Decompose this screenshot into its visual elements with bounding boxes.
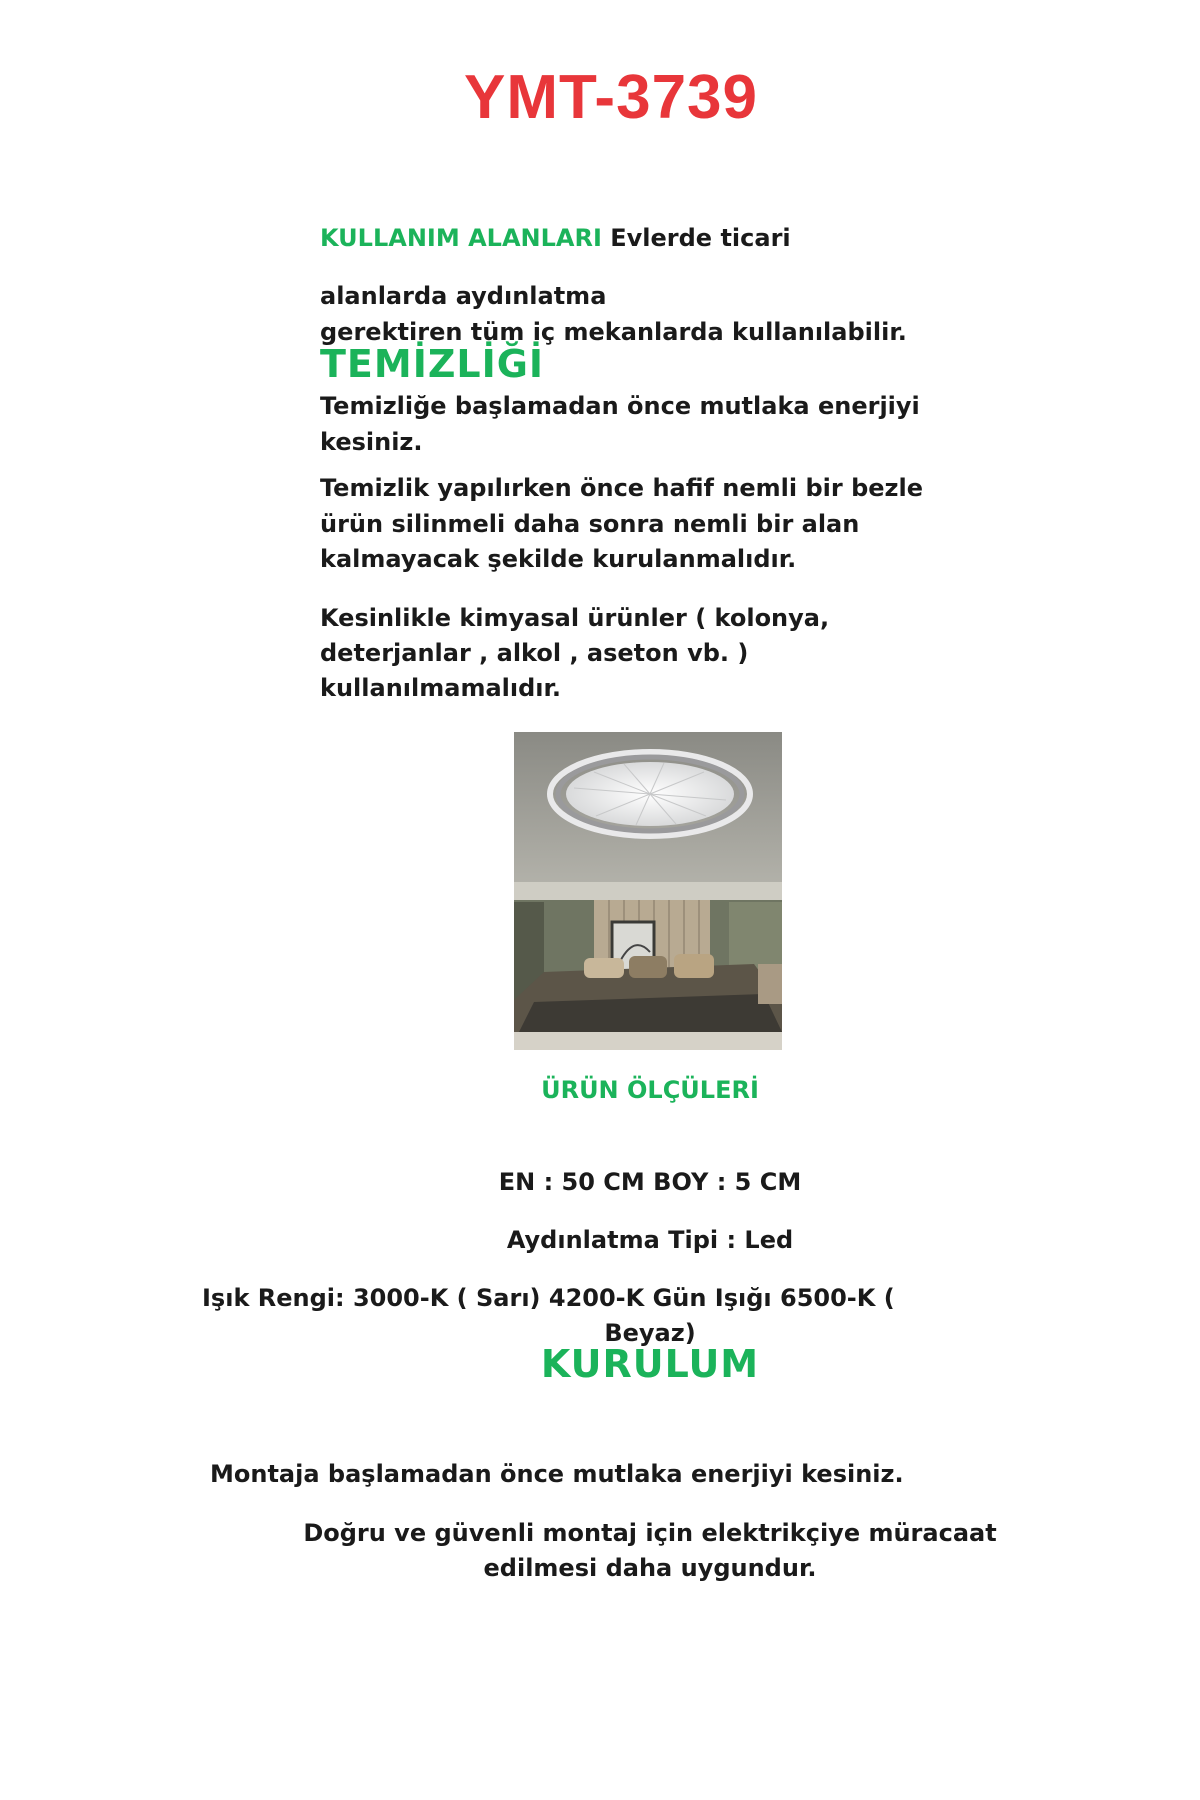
installation-p2-line-1: Doğru ve güvenli montaj için elektrikçiye müracaat (303, 1519, 997, 1547)
cleaning-p2-line-3: kalmayacak şekilde kurulanmalıdır. (320, 545, 797, 573)
cleaning-p3-line-3: kullanılmamalıdır. (320, 674, 562, 702)
cleaning-p3-line-1: Kesinlikle kimyasal ürünler ( kolonya, (320, 604, 830, 632)
light-color-line-1: Işık Rengi: 3000-K ( Sarı) 4200-K Gün Işığı 6500-K ( (202, 1284, 895, 1312)
cleaning-p1-line-2: kesiniz. (320, 428, 423, 456)
installation-p2-line-2: edilmesi daha uygundur. (483, 1554, 817, 1582)
usage-heading: KULLANIM ALANLARI (320, 224, 602, 252)
cleaning-p2-line-2: ürün silinmeli daha sonra nemli bir alan (320, 510, 860, 538)
product-photo (514, 732, 782, 1050)
dimensions-size: EN : 50 CM BOY : 5 CM (498, 1168, 802, 1196)
usage-line-2: alanlarda aydınlatma (320, 282, 607, 310)
installation-p1: Montaja başlamadan önce mutlaka enerjiyi kesiniz. (210, 1460, 904, 1488)
lighting-type: Aydınlatma Tipi : Led (506, 1226, 794, 1254)
usage-first-line (320, 220, 791, 256)
cleaning-p3-line-2: deterjanlar , alkol , aseton vb. ) (320, 639, 749, 667)
cleaning-p1-line-1: Temizliğe başlamadan önce mutlaka enerjiyi (320, 392, 920, 420)
product-code: YMT-3739 (463, 63, 759, 132)
dimensions-heading: ÜRÜN ÖLÇÜLERİ (541, 1076, 759, 1104)
light-color-line-2: Beyaz) (604, 1319, 696, 1347)
usage-line-1: Evlerde ticari (610, 224, 791, 252)
usage-line-3: gerektiren tüm iç mekanlarda kullanılabilir. (320, 318, 907, 346)
cleaning-heading: TEMİZLİĞİ (320, 342, 545, 386)
installation-heading: KURULUM (540, 1342, 760, 1386)
cleaning-p2-line-1: Temizlik yapılırken önce hafif nemli bir bezle (320, 474, 924, 502)
